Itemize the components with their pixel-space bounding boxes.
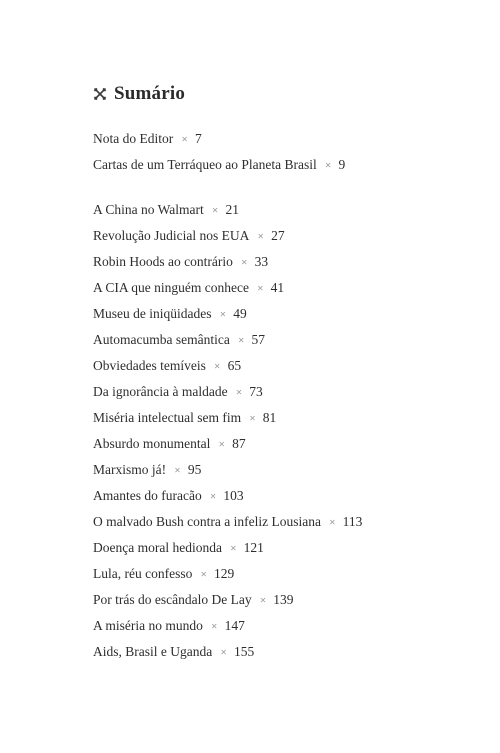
page-number: 139: [273, 592, 294, 607]
separator-mark: ✕: [235, 388, 243, 397]
entry-title: Aids, Brasil e Uganda: [93, 644, 213, 659]
chapter-entry[interactable]: [93, 457, 473, 483]
front-matter-entry[interactable]: [93, 152, 473, 178]
chapter-entry[interactable]: [93, 301, 473, 327]
chapter-entry[interactable]: [93, 431, 473, 457]
chapter-entry[interactable]: [93, 509, 473, 535]
separator-mark: ✕: [218, 440, 226, 449]
chapter-entry[interactable]: [93, 275, 473, 301]
page-number: 49: [233, 306, 247, 321]
separator-mark: ✕: [328, 518, 336, 527]
page-number: 33: [254, 254, 269, 269]
entry-title: Miséria intelectual sem fim: [93, 410, 242, 425]
page-number: 65: [227, 358, 242, 373]
chapter-entry[interactable]: [93, 613, 473, 639]
page-number: 155: [233, 644, 255, 659]
chapter-entry[interactable]: [93, 483, 473, 509]
chapter-entry[interactable]: [93, 587, 473, 613]
entry-title: A China no Walmart: [93, 202, 204, 217]
page-number: 41: [270, 280, 285, 295]
page-number: 57: [251, 332, 266, 347]
separator-mark: ✕: [220, 648, 227, 657]
chapter-entry[interactable]: [93, 405, 473, 431]
entry-title: Por trás do escândalo De Lay: [93, 592, 252, 607]
page-number: 73: [249, 384, 263, 399]
page-number: 121: [243, 540, 264, 555]
cross-ornament-icon: [93, 87, 107, 101]
chapter-entry[interactable]: [93, 353, 473, 379]
separator-mark: ✕: [237, 336, 245, 345]
chapter-entry[interactable]: [93, 561, 473, 587]
chapter-entry[interactable]: [93, 249, 473, 275]
separator-mark: ✕: [174, 466, 181, 475]
front-matter-entry[interactable]: [93, 126, 473, 152]
separator-mark: ✕: [257, 232, 265, 241]
separator-mark: ✕: [181, 135, 188, 144]
page-number: 87: [232, 436, 246, 451]
entry-title: Museu de iniqüidades: [93, 306, 212, 321]
page-number: 27: [271, 228, 285, 243]
separator-mark: ✕: [240, 258, 248, 267]
entry-title: Automacumba semântica: [93, 332, 230, 347]
separator-mark: ✕: [249, 414, 256, 423]
chapter-entry[interactable]: [93, 197, 473, 223]
chapter-entry[interactable]: [93, 327, 473, 353]
entry-title: Doença moral hedionda: [93, 540, 222, 555]
chapter-entry[interactable]: [93, 223, 473, 249]
chapter-entry[interactable]: [93, 379, 473, 405]
separator-mark: ✕: [229, 544, 237, 553]
page-number: 21: [225, 202, 239, 217]
chapter-entry[interactable]: [93, 639, 473, 665]
page-number: 7: [194, 131, 202, 146]
separator-mark: ✕: [256, 284, 264, 293]
entry-title: Obviedades temíveis: [93, 358, 206, 373]
entry-title: Amantes do furacão: [93, 488, 202, 503]
page-number: 81: [262, 410, 277, 425]
entry-title: A miséria no mundo: [93, 618, 203, 633]
separator-mark: ✕: [200, 570, 208, 579]
entry-title: A CIA que ninguém conhece: [93, 280, 249, 295]
separator-mark: ✕: [209, 492, 217, 501]
separator-mark: ✕: [324, 161, 332, 170]
entry-title: Nota do Editor: [93, 131, 174, 146]
entry-title: Absurdo monumental: [93, 436, 211, 451]
page-number: 129: [214, 566, 235, 581]
separator-mark: ✕: [211, 206, 219, 215]
entry-title: Cartas de um Terráqueo ao Planeta Brasil: [93, 157, 317, 172]
entry-title: Lula, réu confesso: [93, 566, 193, 581]
toc-heading: [93, 83, 185, 105]
chapter-entry[interactable]: [93, 535, 473, 561]
page-number: 103: [223, 488, 244, 503]
section-gap: [93, 178, 473, 197]
separator-mark: ✕: [219, 310, 227, 319]
page-number: 113: [342, 514, 363, 529]
page-number: 147: [224, 618, 245, 633]
entry-title: Da ignorância à maldade: [93, 384, 228, 399]
table-of-contents: [93, 126, 473, 665]
entry-title: Robin Hoods ao contrário: [93, 254, 233, 269]
page-number: 9: [338, 157, 346, 172]
entry-title: O malvado Bush contra a infeliz Lousiana: [93, 514, 321, 529]
separator-mark: ✕: [210, 622, 218, 631]
page-title: Sumário: [114, 83, 186, 104]
separator-mark: ✕: [259, 596, 267, 605]
page-number: 95: [187, 462, 202, 477]
entry-title: Revolução Judicial nos EUA: [93, 228, 250, 243]
separator-mark: ✕: [213, 362, 221, 371]
entry-title: Marxismo já!: [93, 462, 167, 477]
